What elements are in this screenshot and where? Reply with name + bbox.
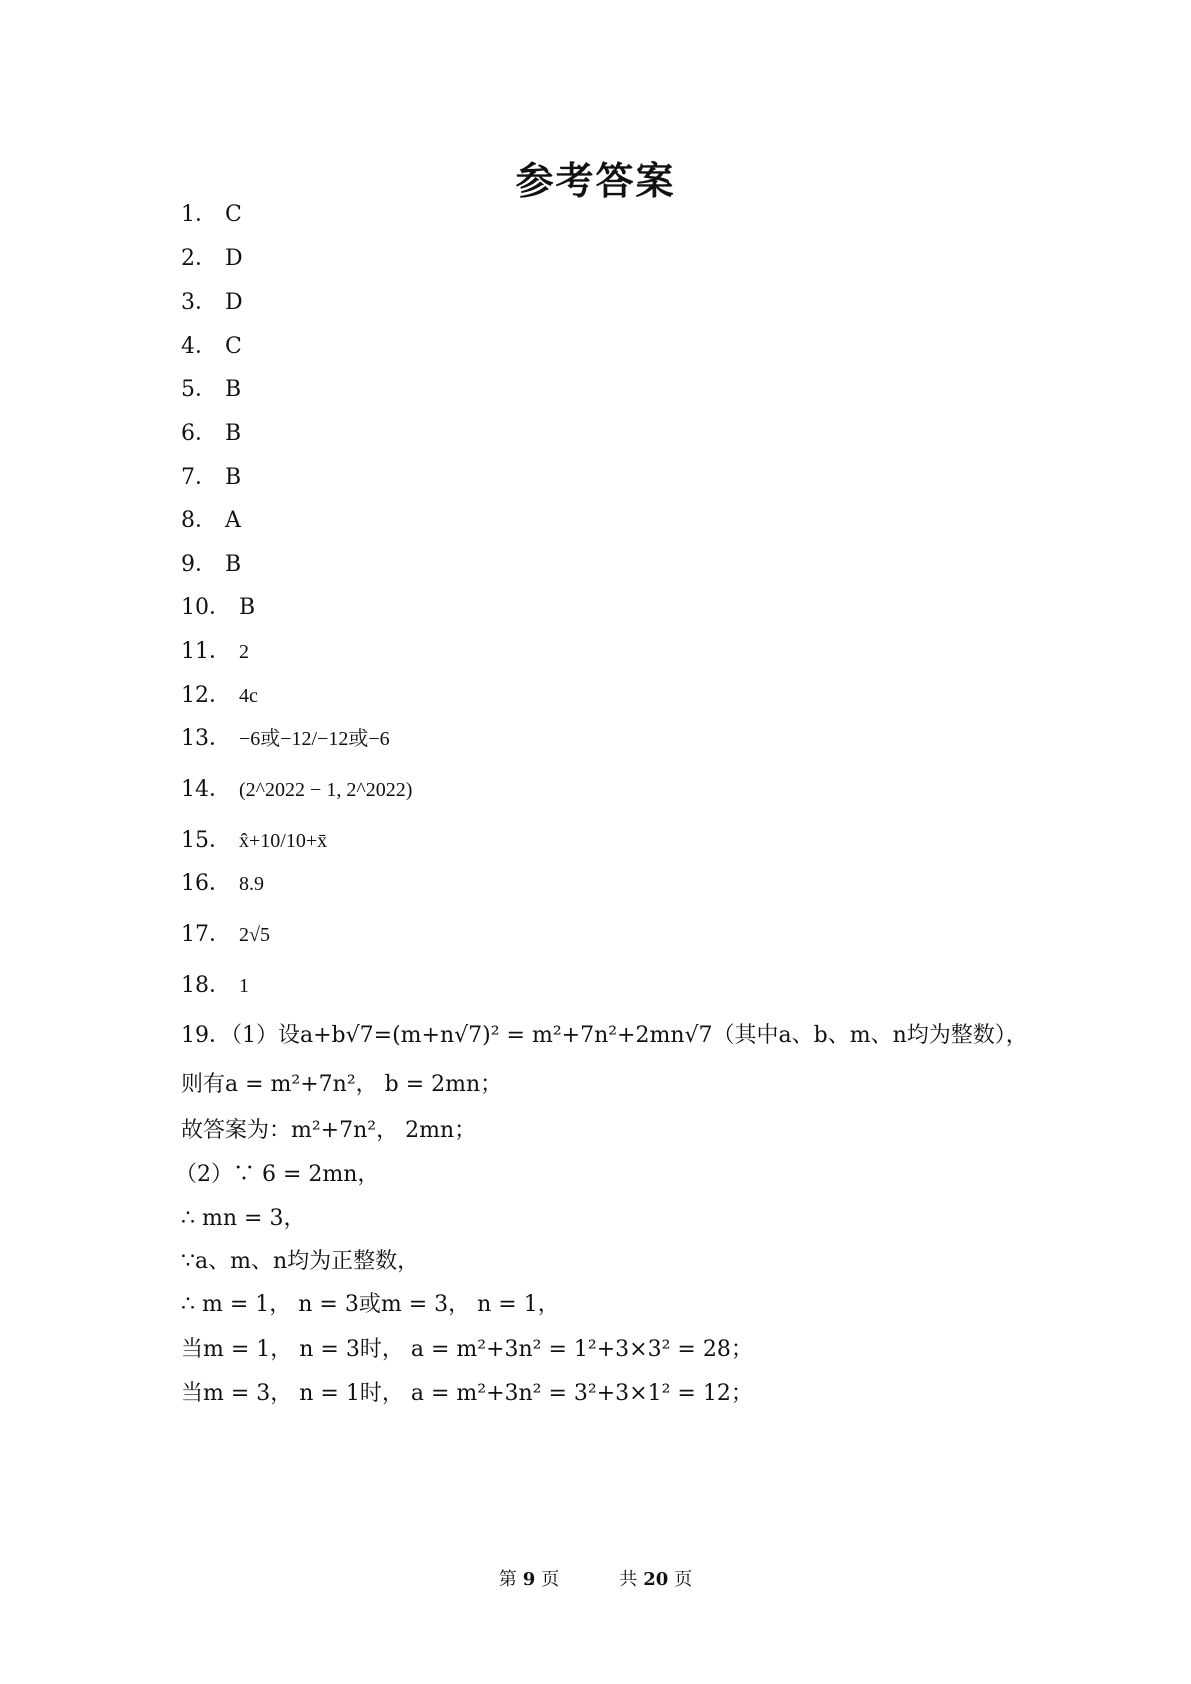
- footer-total-suffix: 页: [674, 1569, 693, 1590]
- answer-item: [181, 775, 412, 805]
- answer-value: B: [225, 465, 242, 490]
- solution-line: 则有a = m²+7n²， b = 2mn；: [181, 1072, 503, 1097]
- answer-number: 1．: [181, 202, 217, 227]
- answer-item: [181, 869, 264, 899]
- answer-number: 13．: [181, 726, 231, 751]
- answer-item: [181, 463, 241, 493]
- answer-number: 15．: [181, 828, 231, 853]
- answer-number: 8．: [181, 508, 217, 533]
- footer-page-number: 9: [522, 1569, 536, 1590]
- answer-item: [181, 681, 258, 711]
- answer-value: 8.9: [239, 873, 264, 895]
- answer-item: [181, 288, 243, 318]
- answer-value: 2√5: [239, 924, 270, 946]
- solution-line: 19．（1）设a+b√7=(m+n√7)² = m²+7n²+2mn√7（其中a、b、m、n均为整数），: [181, 1023, 1028, 1048]
- answer-item: [181, 332, 242, 362]
- footer-page-suffix: 页: [541, 1569, 560, 1590]
- solution-line: 当m = 1， n = 3时， a = m²+3n² = 1²+3×3² = 28；: [181, 1337, 753, 1362]
- answer-value: C: [225, 202, 242, 227]
- answer-item: [181, 826, 327, 856]
- answer-value: B: [225, 552, 242, 577]
- answer-value: B: [225, 421, 242, 446]
- answer-number: 7．: [181, 465, 217, 490]
- solution-line: （2）∵ 6 = 2mn，: [175, 1162, 380, 1187]
- answer-number: 11．: [181, 639, 231, 664]
- solution-line: 故答案为：m²+7n²， 2mn；: [181, 1118, 477, 1143]
- answer-number: 4．: [181, 334, 217, 359]
- answer-item: [181, 920, 270, 950]
- answer-value: 4c: [239, 685, 258, 707]
- answer-number: 3．: [181, 290, 217, 315]
- answer-item: [181, 550, 241, 580]
- footer-page-prefix: 第: [498, 1569, 517, 1590]
- answer-number: 2．: [181, 246, 217, 271]
- answer-item: [181, 375, 241, 405]
- answer-value: B: [225, 377, 242, 402]
- page-title: 参考答案: [515, 159, 676, 203]
- answer-value: A: [225, 508, 241, 533]
- answer-number: 14．: [181, 777, 231, 802]
- page-footer: [0, 1565, 1191, 1591]
- answer-number: 5．: [181, 377, 217, 402]
- answer-value: (2^2022 − 1, 2^2022): [239, 779, 413, 801]
- solution-line: ∴ m = 1， n = 3或m = 3， n = 1，: [181, 1292, 560, 1317]
- answer-item: [181, 200, 242, 230]
- answer-item: [181, 637, 249, 667]
- answer-value: D: [225, 290, 243, 315]
- answer-number: 10．: [181, 595, 231, 620]
- answer-item: [181, 971, 249, 1001]
- solution-line: ∵a、m、n均为正整数，: [181, 1249, 420, 1274]
- answer-number: 18．: [181, 973, 231, 998]
- answer-number: 17．: [181, 922, 231, 947]
- answer-number: 6．: [181, 421, 217, 446]
- answer-item: [181, 419, 241, 449]
- answer-item: [181, 506, 241, 536]
- answer-value: D: [225, 246, 243, 271]
- answer-value: B: [239, 595, 256, 620]
- answer-number: 12．: [181, 683, 231, 708]
- answer-value: 2: [239, 641, 249, 663]
- footer-total-number: 20: [643, 1569, 669, 1590]
- answer-value: −6或−12/−12或−6: [239, 728, 390, 750]
- answer-value: 1: [239, 975, 249, 997]
- answer-item: [181, 244, 243, 274]
- answer-number: 9．: [181, 552, 217, 577]
- solution-line: 当m = 3， n = 1时， a = m²+3n² = 3²+3×1² = 12；: [181, 1381, 753, 1406]
- footer-total-prefix: 共: [619, 1569, 638, 1590]
- solution-line: ∴ mn = 3，: [181, 1206, 306, 1231]
- answer-value: x̂+10/10+x̄: [239, 830, 328, 852]
- answer-item: [181, 724, 390, 754]
- answer-value: C: [225, 334, 242, 359]
- answer-number: 16．: [181, 871, 231, 896]
- answer-item: [181, 593, 255, 623]
